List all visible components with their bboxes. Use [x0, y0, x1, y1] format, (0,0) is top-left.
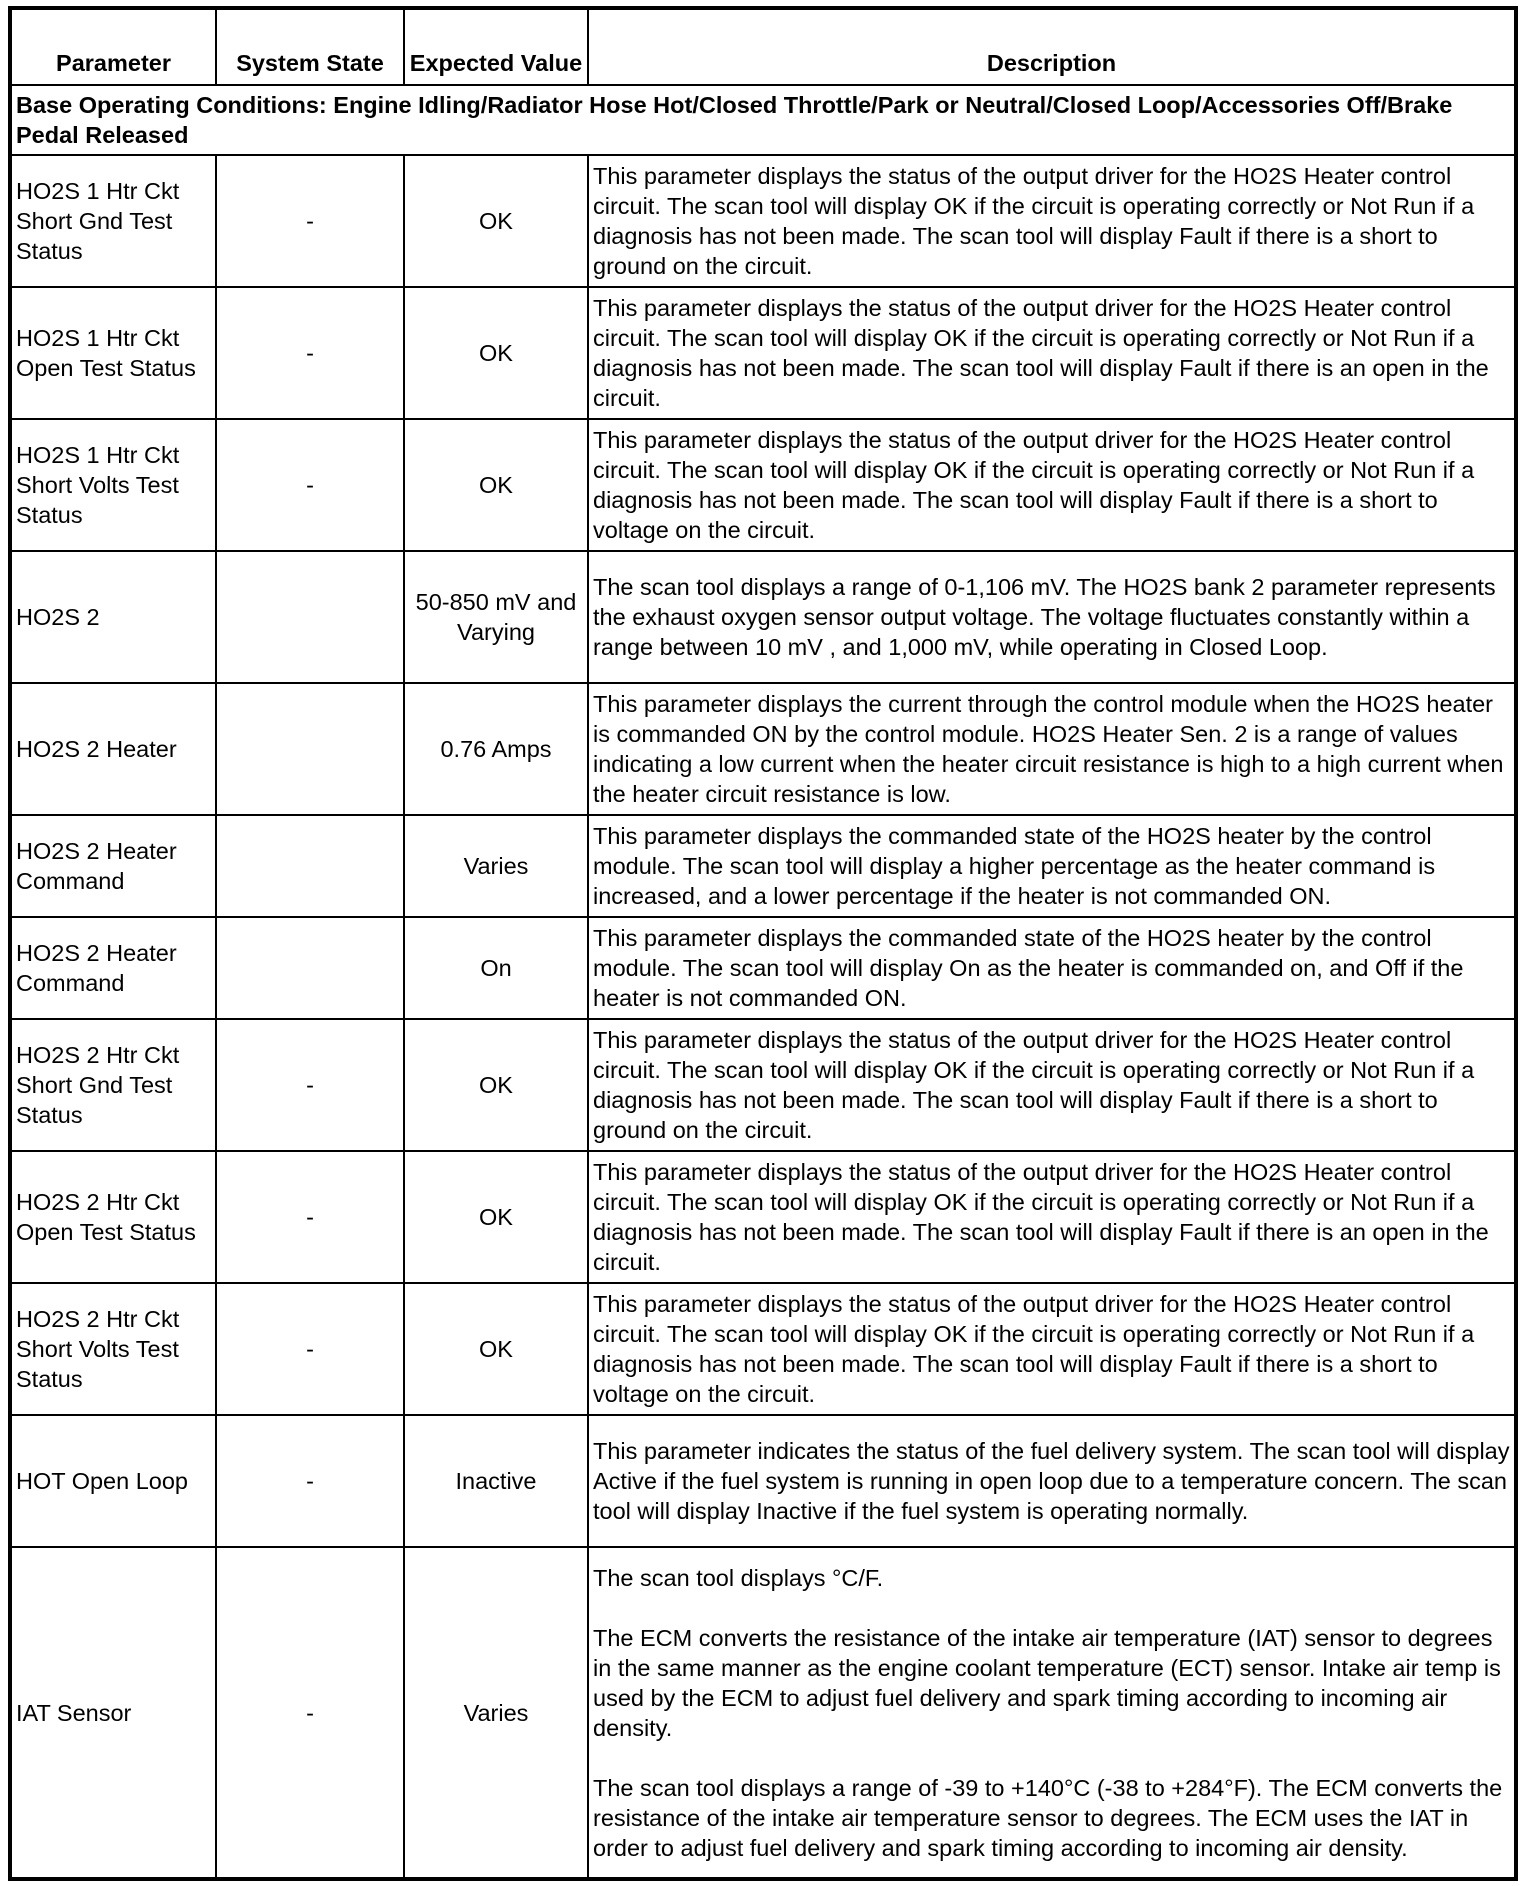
- system-state-cell: [216, 917, 404, 1019]
- description-cell: This parameter displays the commanded state of the HO2S heater by the control module. The scan tool will display a higher percentage as the heater command is increased, and a lower percentage if the heater is not commanded ON.: [588, 815, 1516, 917]
- system-state-cell: [216, 815, 404, 917]
- description-cell: This parameter displays the status of the output driver for the HO2S Heater control circuit. The scan tool will display OK if the circuit is operating correctly or Not Run if a diagnosis has not been made. The scan tool will display Fault if there is a short to voltage on the circuit.: [588, 1283, 1516, 1415]
- parameter-cell: HO2S 2: [10, 551, 216, 683]
- expected-value-cell: 0.76 Amps: [404, 683, 588, 815]
- description-cell: This parameter displays the current through the control module when the HO2S heater is commanded ON by the control module. HO2S Heater Sen. 2 is a range of values indicating a low current when the heater circuit resistance is high to a high current when the heater circuit resistance is low.: [588, 683, 1516, 815]
- table-row: [10, 287, 1516, 419]
- system-state-cell: -: [216, 155, 404, 287]
- table-row: [10, 917, 1516, 1019]
- column-header-description: Description: [588, 8, 1516, 85]
- parameter-cell: HOT Open Loop: [10, 1415, 216, 1547]
- parameter-cell: HO2S 1 Htr Ckt Short Gnd Test Status: [10, 155, 216, 287]
- parameter-cell: HO2S 2 Heater Command: [10, 917, 216, 1019]
- system-state-cell: [216, 551, 404, 683]
- table-row: [10, 1415, 1516, 1547]
- system-state-cell: -: [216, 1283, 404, 1415]
- table-header-row: [10, 8, 1516, 85]
- base-operating-conditions-row: [10, 85, 1516, 155]
- expected-value-cell: Varies: [404, 815, 588, 917]
- description-paragraph: The ECM converts the resistance of the intake air temperature (IAT) sensor to degrees in the same manner as the engine coolant temperature (ECT) sensor. Intake air temp is used by the ECM to adjust fuel delivery and spark timing according to incoming air density.: [593, 1624, 1501, 1741]
- system-state-cell: -: [216, 1019, 404, 1151]
- scan-tool-data-table: [8, 6, 1518, 1881]
- description-cell: This parameter displays the status of the output driver for the HO2S Heater control circuit. The scan tool will display OK if the circuit is operating correctly or Not Run if a diagnosis has not been made. The scan tool will display Fault if there is a short to voltage on the circuit.: [588, 419, 1516, 551]
- expected-value-cell: 50-850 mV and Varying: [404, 551, 588, 683]
- system-state-cell: -: [216, 1547, 404, 1879]
- table-row: [10, 551, 1516, 683]
- description-cell: This parameter displays the status of the output driver for the HO2S Heater control circuit. The scan tool will display OK if the circuit is operating correctly or Not Run if a diagnosis has not been made. The scan tool will display Fault if there is an open in the circuit.: [588, 1151, 1516, 1283]
- description-cell: This parameter displays the status of the output driver for the HO2S Heater control circuit. The scan tool will display OK if the circuit is operating correctly or Not Run if a diagnosis has not been made. The scan tool will display Fault if there is a short to ground on the circuit.: [588, 1019, 1516, 1151]
- description-cell: The scan tool displays a range of 0-1,106 mV. The HO2S bank 2 parameter represents the exhaust oxygen sensor output voltage. The voltage fluctuates constantly within a range between 10 mV , and 1,000 mV, while operating in Closed Loop.: [588, 551, 1516, 683]
- parameter-cell: HO2S 2 Htr Ckt Short Volts Test Status: [10, 1283, 216, 1415]
- expected-value-cell: OK: [404, 1283, 588, 1415]
- expected-value-cell: On: [404, 917, 588, 1019]
- system-state-cell: -: [216, 419, 404, 551]
- table-row: [10, 815, 1516, 917]
- parameter-cell: HO2S 2 Heater: [10, 683, 216, 815]
- expected-value-cell: Inactive: [404, 1415, 588, 1547]
- parameter-cell: HO2S 1 Htr Ckt Short Volts Test Status: [10, 419, 216, 551]
- system-state-cell: -: [216, 1151, 404, 1283]
- base-operating-conditions: Base Operating Conditions: Engine Idling/Radiator Hose Hot/Closed Throttle/Park or Neutral/Closed Loop/Accessories Off/Brake Pedal Released: [10, 85, 1516, 155]
- description-cell: This parameter displays the commanded state of the HO2S heater by the control module. The scan tool will display On as the heater is commanded on, and Off if the heater is not commanded ON.: [588, 917, 1516, 1019]
- table-row: [10, 1019, 1516, 1151]
- table-row: [10, 1283, 1516, 1415]
- column-header-expected-value: Expected Value: [404, 8, 588, 85]
- parameter-cell: HO2S 2 Htr Ckt Short Gnd Test Status: [10, 1019, 216, 1151]
- description-cell: This parameter displays the status of the output driver for the HO2S Heater control circuit. The scan tool will display OK if the circuit is operating correctly or Not Run if a diagnosis has not been made. The scan tool will display Fault if there is an open in the circuit.: [588, 287, 1516, 419]
- table-row: [10, 155, 1516, 287]
- system-state-cell: -: [216, 1415, 404, 1547]
- system-state-cell: [216, 683, 404, 815]
- column-header-parameter: Parameter: [10, 8, 216, 85]
- parameter-cell: HO2S 1 Htr Ckt Open Test Status: [10, 287, 216, 419]
- expected-value-cell: OK: [404, 1151, 588, 1283]
- expected-value-cell: OK: [404, 287, 588, 419]
- description-cell: This parameter indicates the status of the fuel delivery system. The scan tool will display Active if the fuel system is running in open loop due to a temperature concern. The scan tool will display Inactive if the fuel system is operating normally.: [588, 1415, 1516, 1547]
- expected-value-cell: OK: [404, 419, 588, 551]
- description-paragraph: The scan tool displays °C/F.: [593, 1564, 884, 1591]
- table-row: [10, 683, 1516, 815]
- expected-value-cell: Varies: [404, 1547, 588, 1879]
- column-header-system-state: System State: [216, 8, 404, 85]
- parameter-cell: HO2S 2 Htr Ckt Open Test Status: [10, 1151, 216, 1283]
- description-cell: [588, 1547, 1516, 1879]
- system-state-cell: -: [216, 287, 404, 419]
- expected-value-cell: OK: [404, 155, 588, 287]
- parameter-cell: IAT Sensor: [10, 1547, 216, 1879]
- parameter-cell: HO2S 2 Heater Command: [10, 815, 216, 917]
- description-paragraph: The scan tool displays a range of -39 to +140°C (-38 to +284°F). The ECM converts the resistance of the intake air temperature sensor to degrees. The ECM uses the IAT in order to adjust fuel delivery and spark timing according to incoming air density.: [593, 1774, 1503, 1861]
- table-row: [10, 1151, 1516, 1283]
- description-cell: This parameter displays the status of the output driver for the HO2S Heater control circuit. The scan tool will display OK if the circuit is operating correctly or Not Run if a diagnosis has not been made. The scan tool will display Fault if there is a short to ground on the circuit.: [588, 155, 1516, 287]
- table-row: [10, 419, 1516, 551]
- table-row: [10, 1547, 1516, 1879]
- expected-value-cell: OK: [404, 1019, 588, 1151]
